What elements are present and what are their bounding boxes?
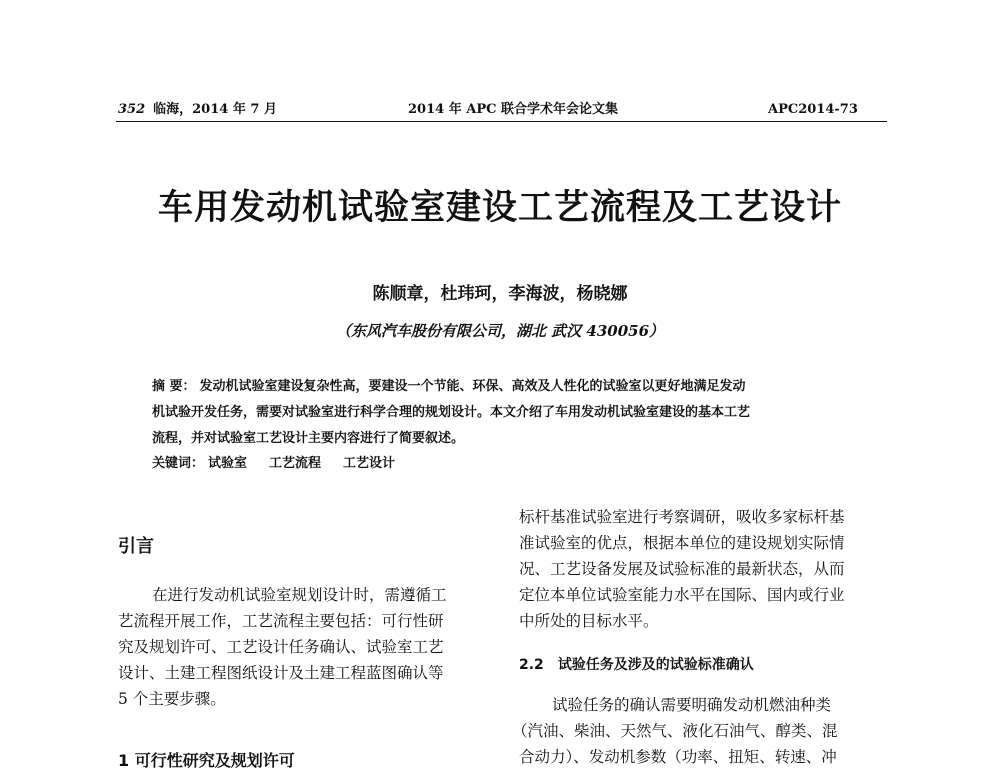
page-number: 352 [118, 102, 146, 117]
paragraph-line: 标杆基准试验室进行考察调研，吸收多家标杆基 [519, 508, 845, 526]
paragraph-line: 设计、土建工程图纸设计及土建工程蓝图确认等 [118, 664, 444, 682]
keyword: 工艺流程 [269, 456, 322, 471]
paper-id: APC2014-73 [768, 102, 858, 117]
abstract-line: 流程，并对试验室工艺设计主要内容进行了简要叙述。 [152, 431, 465, 446]
paragraph-line: 况、工艺设备发展及试验标准的最新状态，从而 [519, 560, 845, 578]
abstract-label: 摘 要： [152, 379, 196, 394]
abstract-line: 机试验开发任务，需要对试验室进行科学合理的规划设计。本文介绍了车用发动机试验室建设的基本工艺 [152, 405, 751, 420]
author-list: 陈顺章，杜玮珂，李海波，杨晓娜 [372, 284, 628, 304]
header-rule [116, 121, 887, 122]
keyword: 试验室 [208, 456, 248, 471]
paragraph-line: 定位本单位试验室能力水平在国际、国内或行业 [519, 586, 845, 604]
paragraph-line: 准试验室的优点，根据本单位的建设规划实际情 [519, 534, 845, 552]
paragraph-line: （汽油、柴油、天然气、液化石油气、醇类、混 [512, 722, 838, 740]
subsection-title: 试验任务及涉及的试验标准确认 [557, 657, 754, 673]
paragraph-line: 究及规划许可、工艺设计任务确认、试验室工艺 [118, 638, 444, 656]
paragraph-line: 5 个主要步骤。 [118, 690, 226, 708]
subsection-number: 2.2 [519, 657, 544, 673]
affiliation: （东风汽车股份有限公司，湖北 武汉 430056） [335, 322, 665, 340]
keywords-line [152, 455, 417, 473]
abstract-text: 发动机试验室建设复杂性高，要建设一个节能、环保、高效及人性化的试验室以更好地满足发动 [199, 379, 746, 394]
running-header-left [118, 101, 277, 119]
paper-title: 车用发动机试验室建设工艺流程及工艺设计 [157, 188, 842, 228]
proceedings-title: 2014 年 APC 联合学术年会论文集 [408, 102, 618, 117]
paragraph-line: 在进行发动机试验室规划设计时，需遵循工 [152, 586, 447, 604]
section-heading-1: 1 可行性研究及规划许可 [118, 751, 295, 770]
paragraph-line: 合动力）、发动机参数（功率、扭矩、转速、冲 [519, 748, 837, 766]
keyword: 工艺设计 [343, 456, 396, 471]
location-date: 临海，2014 年 7 月 [153, 102, 277, 117]
paragraph-line: 试验任务的确认需要明确发动机燃油种类 [552, 696, 832, 714]
subsection-heading [519, 655, 754, 675]
section-heading-intro: 引言 [118, 536, 154, 557]
keywords-label: 关键词： [152, 456, 205, 471]
abstract-line [152, 378, 746, 396]
paragraph-line: 艺流程开展工作，工艺流程主要包括：可行性研 [118, 612, 444, 630]
paragraph-line: 中所处的目标水平。 [519, 612, 659, 630]
